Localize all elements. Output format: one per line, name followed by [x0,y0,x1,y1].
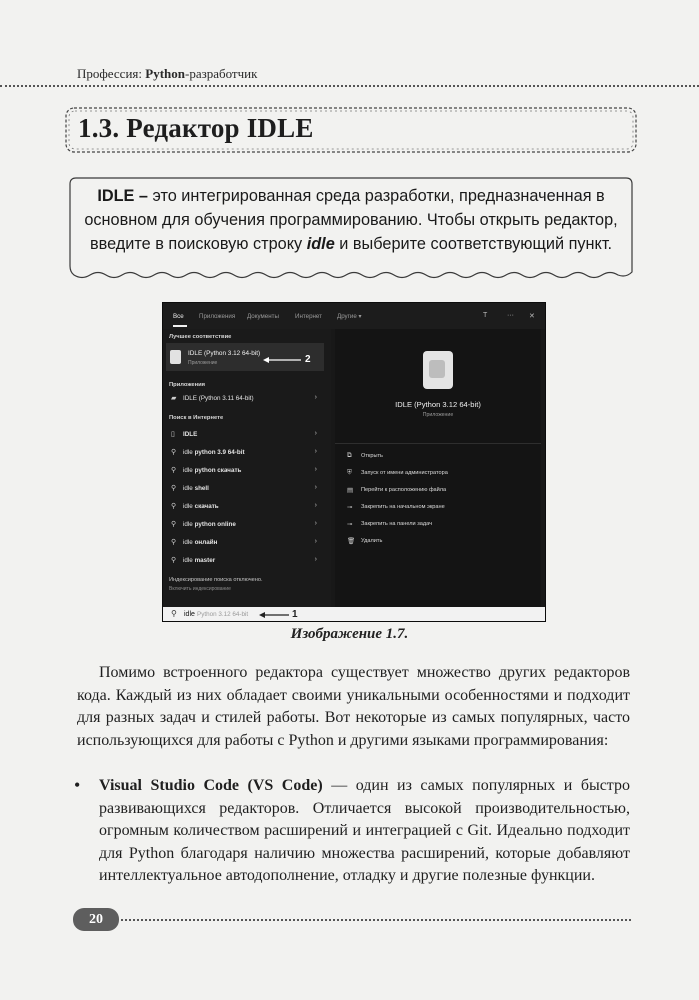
search-icon: ⚲ [171,521,177,528]
profession-label: Профессия: [77,66,142,81]
chevron-right-icon: › [314,430,317,437]
search-tabs [163,303,546,329]
search-bar[interactable] [163,607,546,622]
web-item-label: idle master [183,557,216,564]
avatar[interactable]: T [483,312,488,319]
close-icon[interactable]: ✕ [529,313,535,320]
footer-divider [121,919,631,921]
more-icon[interactable]: ··· [507,312,514,319]
web-group-label: Поиск в Интернете [169,415,224,421]
chevron-right-icon: › [314,502,317,509]
chevron-right-icon: › [314,448,317,455]
header-divider [0,85,699,87]
profession-bold: Python [145,66,185,81]
app-item-idle-311[interactable] [169,391,325,407]
pin-icon: ⊸ [347,504,353,511]
best-match-name: IDLE (Python 3.12 64-bit) [188,350,261,357]
bullet-icon: • [74,775,81,795]
action-label: Удалить [361,538,383,544]
best-match-group-label: Лучшее соответствие [169,334,232,340]
document-icon: ▯ [171,431,175,438]
search-icon: ⚲ [171,485,177,492]
section-title: 1.3. Редактор IDLE [78,113,314,143]
web-item[interactable] [169,535,325,551]
chevron-right-icon: › [314,394,317,401]
bullet-body: — один из самых популярных и быстро развивающихся редакторов. Отличается высокой производительностью, огромным количеством расширений и интеграцией с Git. Идеально подходит для Python благодаря наличию множества расширений, которые добавляют интеллектуальное автодополнение, отладку и другие полезные функции. [99,777,630,884]
windows-search-screenshot [162,302,546,622]
action-label: Закрепить на начальном экране [361,504,445,510]
preview-app-type: Приложение [422,412,454,418]
web-item-label: IDLE [183,431,198,438]
tab-internet[interactable]: Интернет [295,313,322,320]
admin-icon: ⛨ [347,469,352,476]
web-item-label: idle скачать [183,503,219,510]
action-label: Запуск от имени администратора [361,470,448,476]
open-icon: ⧉ [347,452,352,459]
paragraph-text: Помимо встроенного редактора существует множество других редакторов кода. Каждый из них обладает своими уникальными особенностями и подходит для разных задач и стилей работы. Вот некоторые из самых популярных, часто использующихся для работы с Python и другими языками программирования: [77,664,630,749]
chevron-right-icon: › [314,466,317,473]
apps-group-label: Приложения [169,382,206,388]
figure-caption: Изображение 1.7. [290,626,409,642]
bullet-title: Visual Studio Code (VS Code) [99,777,323,794]
definition-callout [64,172,638,287]
search-icon: ⚲ [171,609,177,618]
callout-term: IDLE – [97,187,148,205]
action-label: Перейти к расположению файла [361,487,447,493]
search-icon: ⚲ [171,557,177,564]
idle-app-icon: ▰ [171,395,177,402]
trash-icon: 🗑 [347,538,356,545]
body-paragraph [77,662,630,752]
web-item[interactable] [169,553,325,569]
chevron-right-icon: › [314,556,317,563]
web-item-label: idle онлайн [183,539,218,546]
profession-rest: -разработчик [184,66,258,81]
preview-divider [335,443,541,444]
web-item[interactable] [169,481,325,497]
best-match-type: Приложение [188,360,218,366]
action-label: Закрепить на панели задач [361,521,433,527]
folder-icon: ▤ [347,487,354,494]
app-item-label: IDLE (Python 3.11 64-bit) [183,395,254,402]
web-item[interactable] [169,499,325,515]
tab-all[interactable]: Все [173,313,184,320]
idle-app-icon [170,350,181,364]
idle-large-app-icon [423,351,453,389]
bullet-item [99,775,630,888]
callout-text-after: и выберите соответствующий пункт. [334,235,613,253]
section-title-box [64,104,638,156]
tab-documents[interactable]: Документы [247,313,279,320]
callout-text [84,184,618,256]
web-item[interactable] [169,517,325,533]
callout-text-before: это интегрированная среда разработки, предназначенная в основном для обучения программированию. Чтобы открыть редактор, введите в поисковую строку [84,187,618,253]
search-input[interactable]: idle [184,611,195,618]
web-item-label: idle python online [183,521,236,528]
running-header [77,66,257,82]
arrow-1-icon [259,611,289,619]
search-icon: ⚲ [171,449,177,456]
search-autocomplete-hint: Python 3.12 64-bit [197,611,249,618]
active-tab-indicator [173,325,187,327]
web-item-label: idle python скачать [183,467,242,474]
chevron-right-icon: › [314,538,317,545]
tab-more[interactable]: Другие ▾ [337,313,362,320]
preview-pane [335,329,541,607]
results-pane [163,329,331,607]
action-label: Открыть [361,453,383,459]
web-item[interactable] [169,427,325,443]
web-item-label: idle shell [183,485,209,492]
enable-indexing-link[interactable]: Включить индексирование [169,586,231,592]
annotation-1: 1 [292,609,298,620]
chevron-right-icon: › [314,520,317,527]
preview-app-name: IDLE (Python 3.12 64-bit) [395,400,481,409]
callout-keyword: idle [306,235,335,253]
search-icon: ⚲ [171,503,177,510]
chevron-right-icon: › [314,484,317,491]
search-icon: ⚲ [171,539,177,546]
indexing-notice: Индексирование поиска отключено. [169,577,263,583]
web-item[interactable] [169,463,325,479]
web-item[interactable] [169,445,325,461]
search-icon: ⚲ [171,467,177,474]
pin-icon: ⊸ [347,521,353,528]
web-item-label: idle python 3.9 64-bit [183,449,245,456]
tab-apps[interactable]: Приложения [199,313,236,320]
arrow-2-icon [263,356,303,364]
page-number: 20 [73,908,119,931]
annotation-2: 2 [305,354,311,365]
